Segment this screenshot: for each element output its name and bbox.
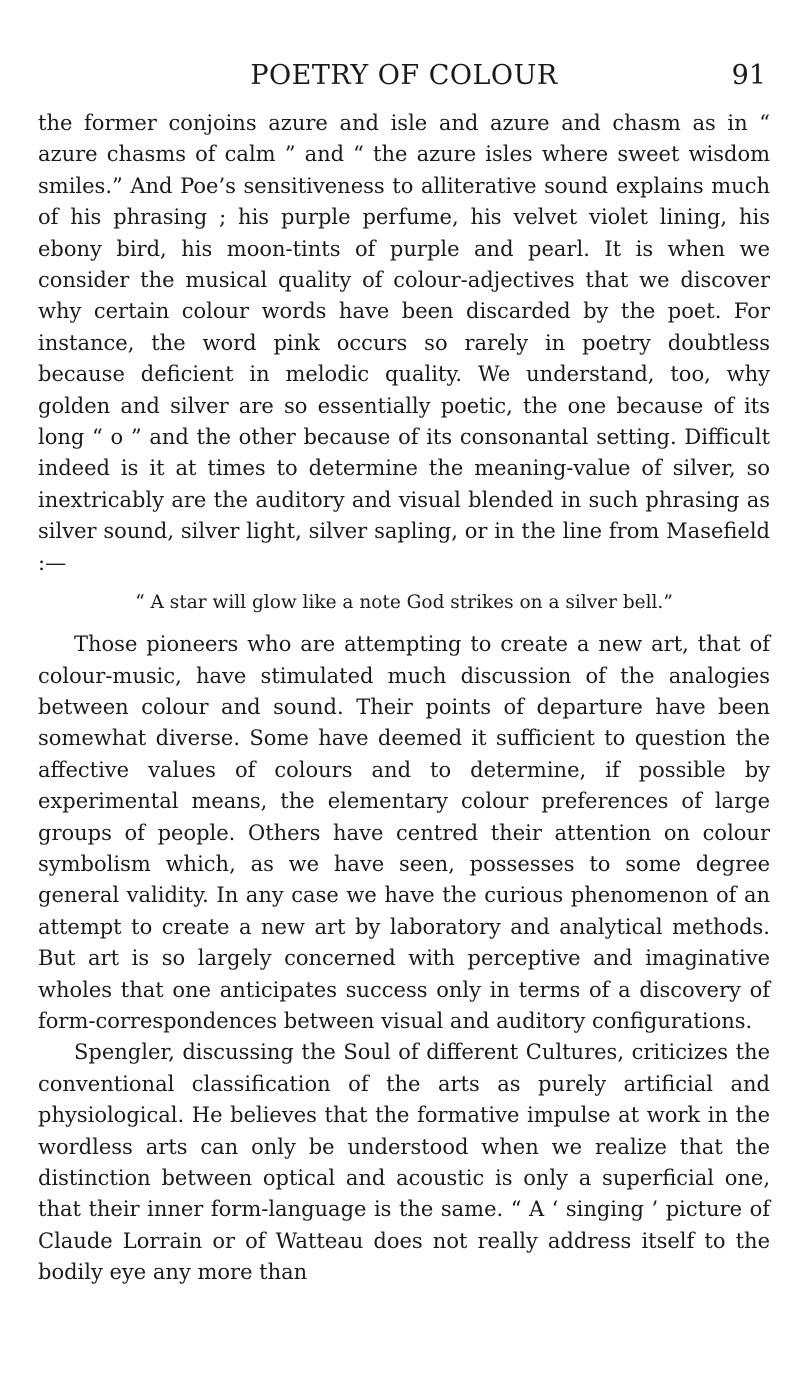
- paragraph-spengler: Spengler, discussing the Soul of different Cultures, criticizes the conventional classification of the arts as purely artificial and physiological. He believes that the formative impulse at work in the wordless arts can only be understood when we realize that the distinction between optical and acoustic is only a superficial one, that their inner form-language is the same. “ A ‘ singing ’ picture of Claude Lorrain or of Watteau does not really address itself to the bodily eye any more than: [38, 1040, 770, 1285]
- running-head: POETRY OF COLOUR: [250, 60, 558, 91]
- page-header: [38, 56, 770, 100]
- body-text: [38, 108, 770, 1289]
- page-number: 91: [731, 60, 766, 91]
- paragraph-continuation: the former conjoins azure and isle and azure and chasm as in “ azure chasms of calm ” and “ the azure isles where sweet wisdom smiles.” And Poe’s sensitiveness to alliterative sound explains much of his phrasing ; his purple perfume, his velvet violet lining, his ebony bird, his moon-tints of purple and pearl. It is when we consider the musical quality of colour-adjectives that we discover why certain colour words have been discarded by the poet. For instance, the word pink occurs so rarely in poetry doubtless because deficient in melodic quality. We understand, too, why golden and silver are so essentially poetic, the one because of its long “ o ” and the other because of its consonantal setting. Difficult indeed is it at times to determine the meaning-value of silver, so inextricably are the auditory and visual blended in such phrasing as silver sound, silver light, silver sapling, or in the line from Masefield :—: [38, 111, 770, 575]
- book-page: [38, 56, 770, 1289]
- block-quote: “ A star will glow like a note God strikes on a silver bell.”: [135, 592, 673, 614]
- paragraph-colour-music: Those pioneers who are attempting to create a new art, that of colour-music, have stimulated much discussion of the analogies between colour and sound. Their points of departure have been somewhat diverse. Some have deemed it sufficient to question the affective values of colours and to determine, if possible by experimental means, the elementary colour preferences of large groups of people. Others have centred their attention on colour symbolism which, as we have seen, possesses to some degree general validity. In any case we have the curious phenomenon of an attempt to create a new art by laboratory and analytical methods. But art is so largely concerned with perceptive and imaginative wholes that one anticipates success only in terms of a discovery of form-correspondences between visual and auditory configurations.: [38, 632, 770, 1033]
